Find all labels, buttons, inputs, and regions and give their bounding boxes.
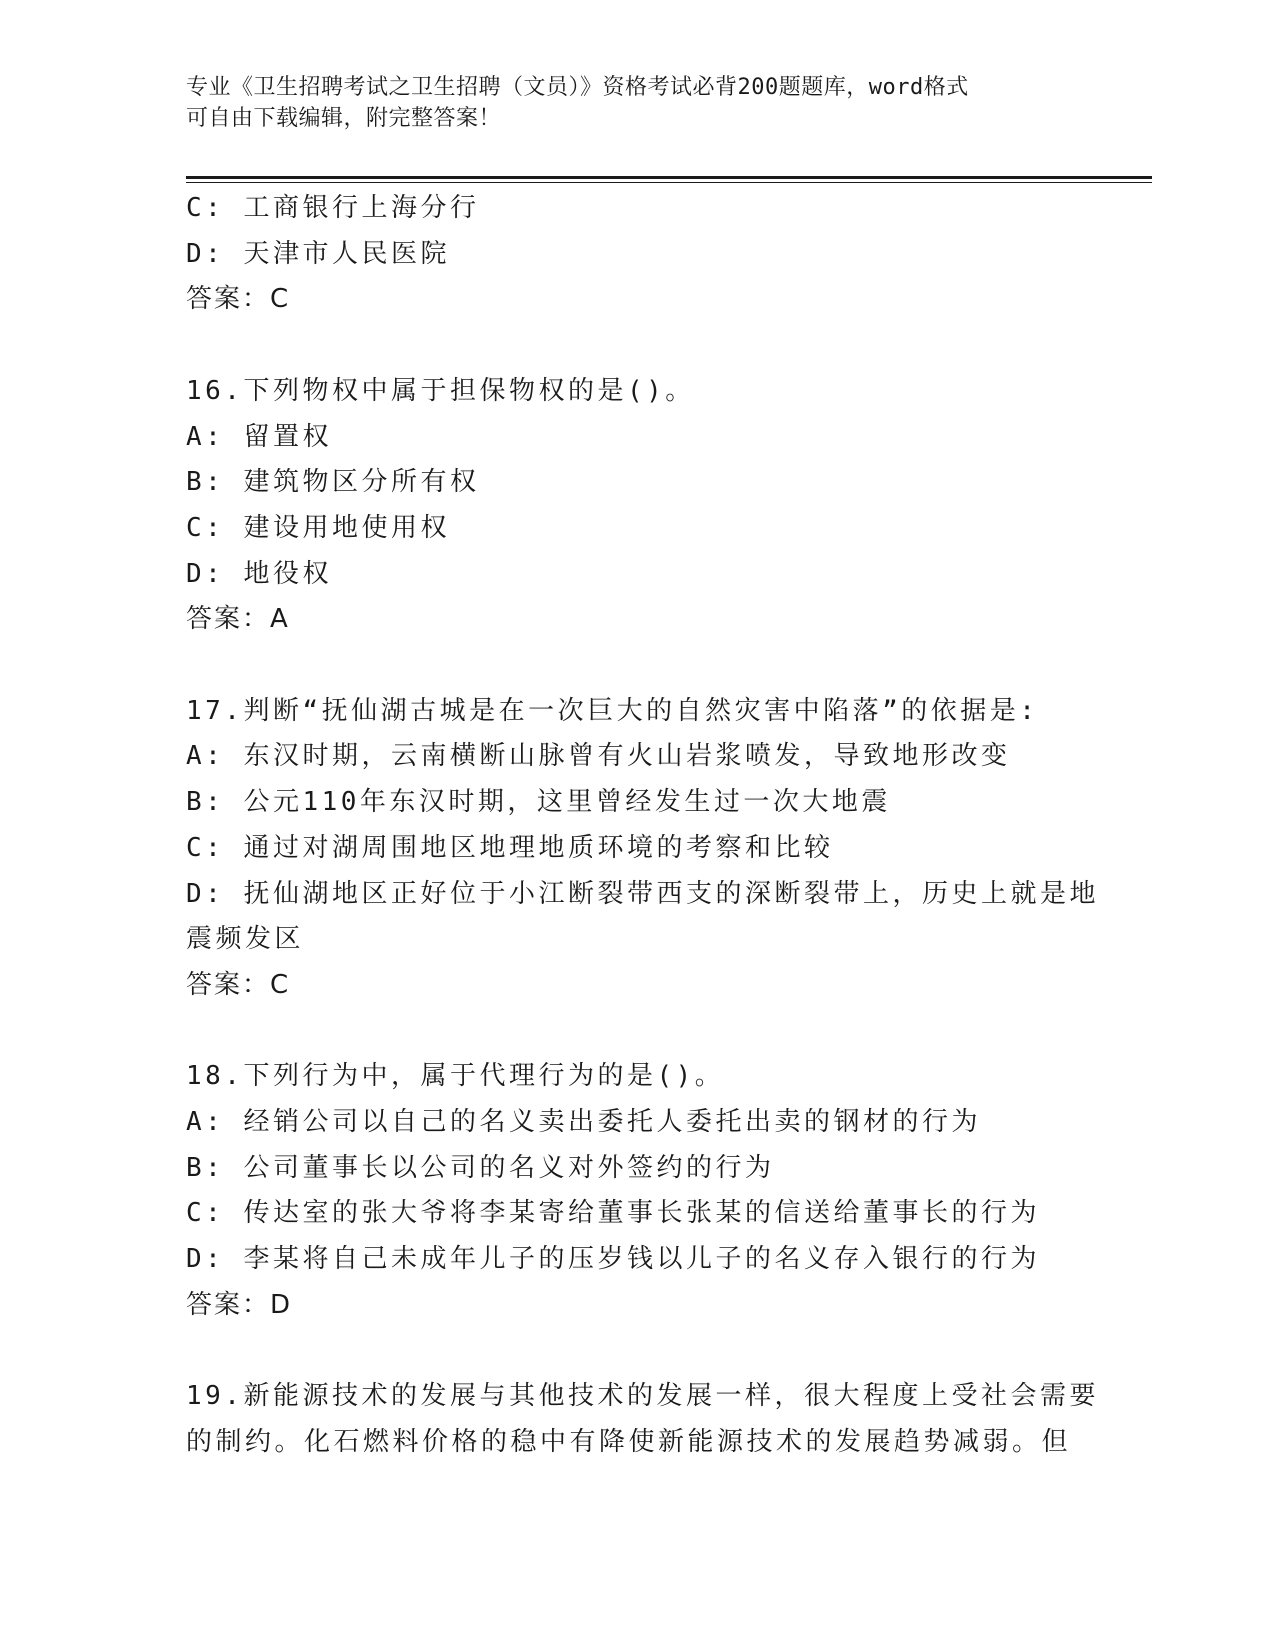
spacer	[186, 1329, 1086, 1375]
header-rule-thin	[186, 182, 1152, 183]
header-line-1: 专业《卫生招聘考试之卫生招聘（文员）》资格考试必背200题题库，word格式	[186, 75, 969, 100]
question-stem: 18.下列行为中，属于代理行为的是()。	[186, 1061, 725, 1092]
option-b: B: 公司董事长以公司的名义对外签约的行为	[186, 1152, 775, 1183]
page-header	[186, 72, 1066, 134]
spacer	[186, 323, 1086, 369]
question-stem-continued: 的制约。化石燃料价格的稳中有降使新能源技术的发展趋势减弱。但	[186, 1426, 1072, 1457]
option-c: C: 通过对湖周围地区地理地质环境的考察和比较	[186, 832, 834, 863]
option-d: D: 天津市人民医院	[186, 238, 450, 269]
option-c: C: 工商银行上海分行	[186, 193, 480, 223]
header-rule-thick	[186, 176, 1152, 179]
option-d: D: 地役权	[186, 558, 332, 589]
question-stem: 16.下列物权中属于担保物权的是()。	[186, 375, 695, 406]
header-line-2: 可自由下载编辑，附完整答案！	[186, 106, 502, 131]
answer-line: 答案：A	[186, 604, 290, 635]
option-d: D: 抚仙湖地区正好位于小江断裂带西支的深断裂带上，历史上就是地	[186, 878, 1099, 909]
option-d-continued: 震频发区	[186, 924, 305, 955]
option-b: B: 建筑物区分所有权	[186, 467, 480, 498]
option-c: C: 传达室的张大爷将李某寄给董事长张某的信送给董事长的行为	[186, 1198, 1040, 1229]
option-d: D: 李某将自己未成年儿子的压岁钱以儿子的名义存入银行的行为	[186, 1244, 1040, 1275]
option-a: A: 经销公司以自己的名义卖出委托人委托出卖的钢材的行为	[186, 1107, 981, 1138]
option-a: A: 东汉时期，云南横断山脉曾有火山岩浆喷发，导致地形改变	[186, 741, 1011, 772]
answer-line: 答案：D	[186, 1289, 293, 1320]
question-content	[186, 186, 1099, 1466]
spacer	[186, 1009, 1086, 1055]
question-stem: 17.判断“抚仙湖古城是在一次巨大的自然灾害中陷落”的依据是:	[186, 695, 1039, 726]
question-stem: 19.新能源技术的发展与其他技术的发展一样，很大程度上受社会需要	[186, 1381, 1099, 1412]
option-b: B: 公元110年东汉时期，这里曾经发生过一次大地震	[186, 787, 891, 818]
answer-line: 答案：C	[186, 284, 291, 315]
option-a: A: 留置权	[186, 421, 332, 452]
spacer	[186, 643, 1086, 689]
option-c: C: 建设用地使用权	[186, 512, 450, 543]
answer-line: 答案：C	[186, 969, 291, 1000]
